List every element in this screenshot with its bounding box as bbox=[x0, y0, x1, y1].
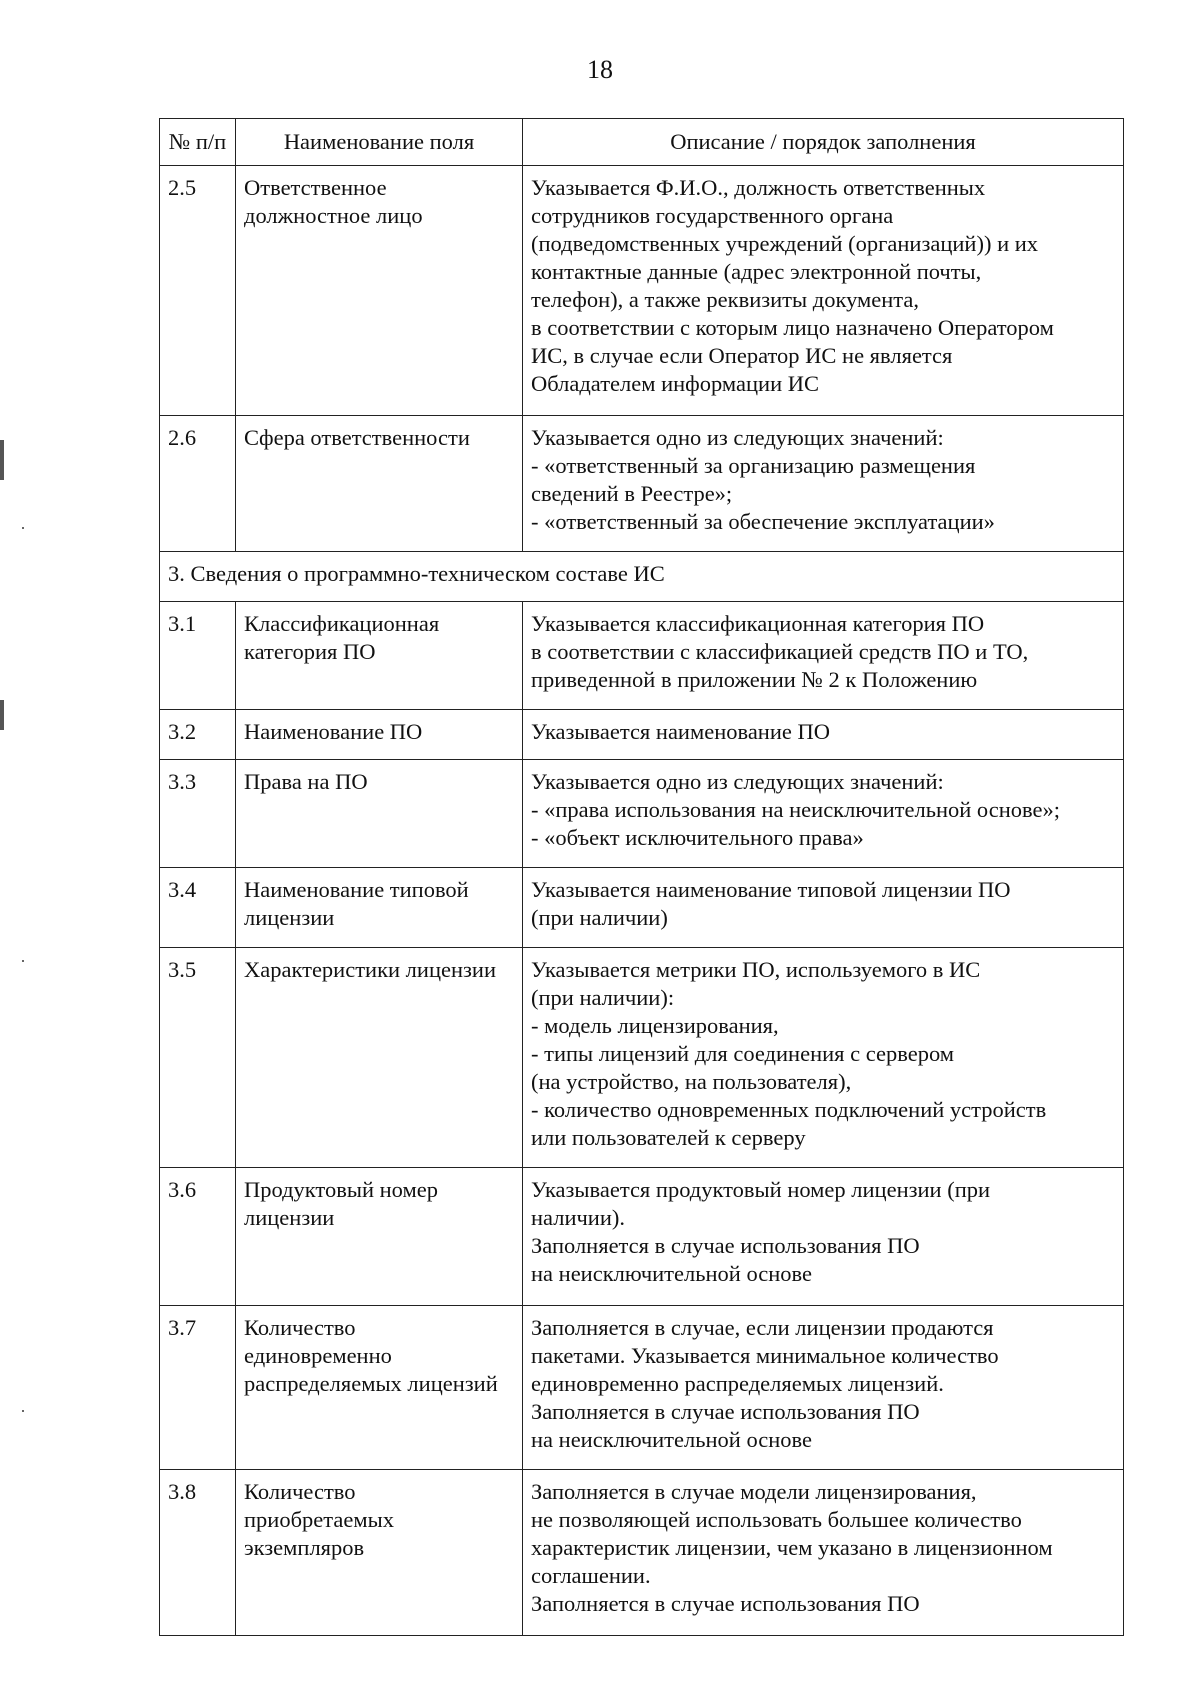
document-table bbox=[159, 118, 1124, 1636]
row-field-name: Характеристики лицензии bbox=[236, 948, 523, 1168]
row-number: 3.1 bbox=[160, 602, 236, 710]
header-description: Описание / порядок заполнения bbox=[523, 119, 1124, 166]
row-number: 3.5 bbox=[160, 948, 236, 1168]
row-field-name: Наименование ПО bbox=[236, 710, 523, 760]
row-number: 3.6 bbox=[160, 1168, 236, 1306]
row-description: Указывается продуктовый номер лицензии (при наличии). Заполняется в случае использования ПО на неисключительной основе bbox=[523, 1168, 1124, 1306]
row-description: Заполняется в случае модели лицензирования, не позволяющей использовать большее количество характеристик лицензии, чем указано в лицензионном соглашении. Заполняется в случае использования ПО bbox=[523, 1470, 1124, 1636]
row-description: Указывается Ф.И.О., должность ответственных сотрудников государственного органа (подведомственных учреждений (организаций)) и их контактные данные (адрес электронной почты, телефон), а также реквизиты документа, в соответствии с которым лицо назначено Оператором ИС, в случае если Оператор ИС не является Обладателем информации ИС bbox=[523, 166, 1124, 416]
row-description: Указывается одно из следующих значений: - «права использования на неисключительной основе»; - «объект исключительного права» bbox=[523, 760, 1124, 868]
scan-dot bbox=[22, 1410, 24, 1412]
header-number: № п/п bbox=[160, 119, 236, 166]
table-row bbox=[160, 1306, 1124, 1470]
header-field-name: Наименование поля bbox=[236, 119, 523, 166]
row-description: Указывается одно из следующих значений: - «ответственный за организацию размещения сведений в Реестре»; - «ответственный за обеспечение эксплуатации» bbox=[523, 416, 1124, 552]
section-row bbox=[160, 552, 1124, 602]
row-number: 3.4 bbox=[160, 868, 236, 948]
table-row bbox=[160, 760, 1124, 868]
row-description: Указывается наименование ПО bbox=[523, 710, 1124, 760]
page-number: 18 bbox=[587, 55, 613, 84]
scan-dot bbox=[22, 960, 24, 962]
row-description: Указывается наименование типовой лицензии ПО (при наличии) bbox=[523, 868, 1124, 948]
row-number: 3.7 bbox=[160, 1306, 236, 1470]
table-header-row bbox=[160, 119, 1124, 166]
row-field-name: Сфера ответственности bbox=[236, 416, 523, 552]
row-number: 3.3 bbox=[160, 760, 236, 868]
table-row bbox=[160, 1470, 1124, 1636]
row-field-name: Количество единовременно распределяемых лицензий bbox=[236, 1306, 523, 1470]
row-field-name: Права на ПО bbox=[236, 760, 523, 868]
row-description: Указывается классификационная категория ПО в соответствии с классификацией средств ПО и ТО, приведенной в приложении № 2 к Положению bbox=[523, 602, 1124, 710]
scan-edge-mark bbox=[0, 700, 4, 730]
row-description: Заполняется в случае, если лицензии продаются пакетами. Указывается минимальное количество единовременно распределяемых лицензий. Заполняется в случае использования ПО на неисключительной основе bbox=[523, 1306, 1124, 1470]
row-field-name: Количество приобретаемых экземпляров bbox=[236, 1470, 523, 1636]
scan-dot bbox=[22, 527, 24, 529]
row-number: 3.8 bbox=[160, 1470, 236, 1636]
table-row bbox=[160, 166, 1124, 416]
row-description: Указывается метрики ПО, используемого в ИС (при наличии): - модель лицензирования, - типы лицензий для соединения с сервером (на устройство, на пользователя), - количество одновременных подключений устройств или пользователей к серверу bbox=[523, 948, 1124, 1168]
row-field-name: Ответственное должностное лицо bbox=[236, 166, 523, 416]
row-number: 2.6 bbox=[160, 416, 236, 552]
table-row bbox=[160, 868, 1124, 948]
section-title: 3. Сведения о программно-техническом составе ИС bbox=[160, 552, 1124, 602]
table-row bbox=[160, 948, 1124, 1168]
table-row bbox=[160, 710, 1124, 760]
row-field-name: Классификационная категория ПО bbox=[236, 602, 523, 710]
row-number: 3.2 bbox=[160, 710, 236, 760]
row-field-name: Наименование типовой лицензии bbox=[236, 868, 523, 948]
row-number: 2.5 bbox=[160, 166, 236, 416]
table-row bbox=[160, 602, 1124, 710]
table-row bbox=[160, 416, 1124, 552]
row-field-name: Продуктовый номер лицензии bbox=[236, 1168, 523, 1306]
table-row bbox=[160, 1168, 1124, 1306]
scan-edge-mark bbox=[0, 440, 4, 480]
